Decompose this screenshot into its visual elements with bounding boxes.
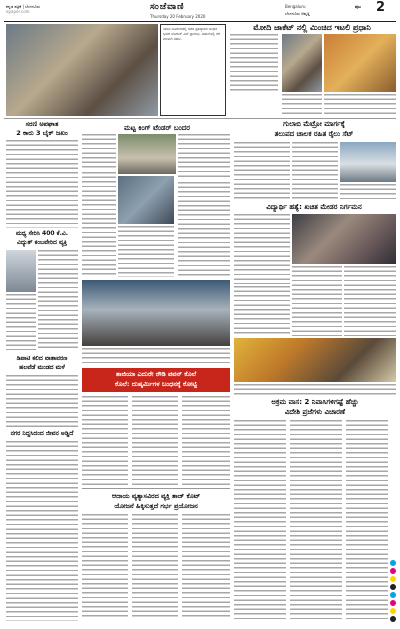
photo-pylon xyxy=(6,250,36,292)
header-city: Bengaluru xyxy=(285,4,306,9)
headline-bottom-1: ಆದಾಯ ವ್ಯತ್ಯಾಸವಿರದ ವ್ಯಕ್ತಿ ತಾಜ್ ಕೊಟ್ xyxy=(111,492,201,500)
registration-dot xyxy=(390,584,396,590)
text-left-3 xyxy=(6,375,78,427)
photo-center-2 xyxy=(118,176,174,224)
rule-1 xyxy=(4,118,396,119)
headline-right-2a: ಗುಲಾಬಿ ಮೆಟ್ರೋ ಮಾರ್ಗಕ್ಕೆ xyxy=(283,120,345,128)
text-center-2b xyxy=(132,396,178,486)
photo-metro xyxy=(340,142,396,182)
text-bottom-3 xyxy=(182,514,230,620)
registration-dot xyxy=(390,560,396,566)
text-center-1a xyxy=(82,134,116,169)
headline-left-3b: ಹಲವೆಡೆ ಮಂಡದ ಮಳೆ xyxy=(19,364,65,371)
registration-marks xyxy=(390,560,396,624)
text-right-3a xyxy=(234,214,290,284)
headline-left-4: ನಗರ ನಿದ್ದಸಿದಂದ ಜೀವನ ಅಡ್ಡಿದೆ xyxy=(10,430,74,437)
text-left-2b xyxy=(6,294,36,350)
text-right-2c xyxy=(340,184,396,200)
date-line: Thursday 20 February 2020 xyxy=(150,14,206,19)
headline-left-1a: ಸರಣಿ ಅಪಘಾತ xyxy=(25,120,59,128)
boxed-brief: ಯಾವ ಜೂರಂಗದಲ್ಲಿ ಗವತ ಪ್ರತಿಷ್ಠಾನದ ಬಂಧನ ಭವದ ಲೋಲಕ್ ವಿಸ್ ಪ್ರಾರಂಭ. ವರ್ಷಗಳಲ್ಲಿ ಕೆರೆ ಮುಳುಗಿ ಸಹಜ. xyxy=(160,24,226,116)
text-top-right-3 xyxy=(324,94,396,114)
photo-protest xyxy=(292,214,396,264)
text-left-2a xyxy=(38,250,78,350)
photo-meeting xyxy=(82,280,230,346)
headline-bottom-2: ಯೋಜನೆ ಹಿಕ್ಕಿಸುತ್ತದೆ ಗರ್ಭ ಪ್ರಯೋಜನ xyxy=(114,502,198,510)
headline-center-1: ಮಟ್ಟ ಕಿಂಗ್ ಟೆಂಡರ್ ಬಂದರ xyxy=(124,124,190,132)
text-left-4 xyxy=(6,441,78,621)
registration-dot xyxy=(390,608,396,614)
text-right-2b xyxy=(292,142,338,200)
photo-center-1 xyxy=(118,134,176,174)
text-top-right-2 xyxy=(282,94,322,114)
text-right-2a xyxy=(234,142,290,200)
registration-dot xyxy=(390,568,396,574)
text-center-1e xyxy=(118,226,174,277)
headline-right-4b: ವಿದೇಶಿ ಪ್ರಜೆಗಳು ವಿಚಾರಣೆ xyxy=(284,408,346,416)
top-left-photo xyxy=(6,24,158,116)
photo-top-right-1 xyxy=(282,34,322,92)
text-bottom-1 xyxy=(82,514,128,620)
text-center-2c xyxy=(182,396,230,486)
headline-left-2a: ಮಧ್ಯ ಸೇರಿಸಿ 400 ಕೆ.ವಿ. xyxy=(15,230,69,237)
text-right-3b xyxy=(292,266,342,336)
registration-dot xyxy=(390,592,396,598)
text-right-3d xyxy=(234,286,290,336)
photo-top-right-2 xyxy=(324,34,396,92)
caption-event xyxy=(234,384,396,396)
registration-dot xyxy=(390,576,396,582)
header-left xyxy=(6,4,86,14)
text-bottom-2 xyxy=(132,514,178,620)
headline-right-2b: ತಲುಪದ ಚಾಲಕ ರಹಿತ ರೈಲು ಸೆಟ್ xyxy=(274,130,354,138)
header-left-url: epaper.com xyxy=(6,9,30,14)
red-band xyxy=(82,368,230,392)
text-right-4c xyxy=(346,420,388,620)
text-center-2a xyxy=(82,396,128,486)
masthead: ಸಂಜೆವಾಣಿ xyxy=(150,2,185,12)
photo-event xyxy=(234,338,396,382)
registration-dot xyxy=(390,600,396,606)
registration-dot xyxy=(390,616,396,622)
page-label: ಪುಟ xyxy=(355,4,361,9)
header-rule xyxy=(4,21,396,22)
text-left-1 xyxy=(6,140,78,228)
headline-left-3a: ಡಿಪಾಟಿ ಕಲಿದ ವಾತಾವರಣ xyxy=(16,355,68,362)
text-right-4a xyxy=(234,420,286,620)
headline-red-1: ತಾಜಿಯಾ ಎದುರೇ ರೌಡಿ ಪವನ್ ಕೊಲೆ xyxy=(115,370,197,378)
text-top-right-1 xyxy=(230,34,278,94)
caption-meeting xyxy=(82,348,230,364)
text-right-3c xyxy=(344,266,396,336)
headline-right-4a: ಅಕ್ರಮ ವಾಸ: 2 ನಿವಾಸಿಗಳಿಗಷ್ಟೆ ಹೆಚ್ಚು xyxy=(271,398,359,406)
text-center-1d xyxy=(178,182,230,277)
text-center-1b xyxy=(178,134,230,179)
text-center-1c xyxy=(82,172,116,277)
text-right-4b xyxy=(290,420,342,620)
header-left-text: ಕನ್ನಡ ಪತ್ರಿಕೆ | ಬೆಂಗಳೂರು xyxy=(6,4,41,9)
headline-left-2b: ವಿದ್ಯುತ್ ಕಂಬವೇರಿದ ವ್ಯಕ್ತಿ xyxy=(16,239,68,246)
headline-right-3: ವಿದ್ಯಾರ್ಥಿ ಹತ್ಯೆ: ಖಚಿತ ಮೇಡರ ನಿರ್ಗಮನ xyxy=(266,203,362,211)
page-number: 2 xyxy=(376,0,386,15)
headline-red-2: ಕೊಲೆ: ದುಷ್ಕರ್ಮಿಗಳ ಬಂಧನಕ್ಕೆ ಕೋಟ್ಟಿ xyxy=(115,380,197,388)
headline-top-right: ಮೋದಿ ಜಾಕೆಟ್ ನಲ್ಲಿ ಮಿಂಚಿದ ಇಟಲಿ ಪ್ರಧಾನಿ xyxy=(253,23,371,32)
rule-bottom-center xyxy=(82,488,230,489)
header-right-line2: ಬೆಂಗಳೂರು ಆವೃತ್ತಿ xyxy=(285,11,310,16)
headline-left-1b: 2 ಕಾರು 3 ಬೈಕ್ ಜಖಂ xyxy=(16,129,68,137)
